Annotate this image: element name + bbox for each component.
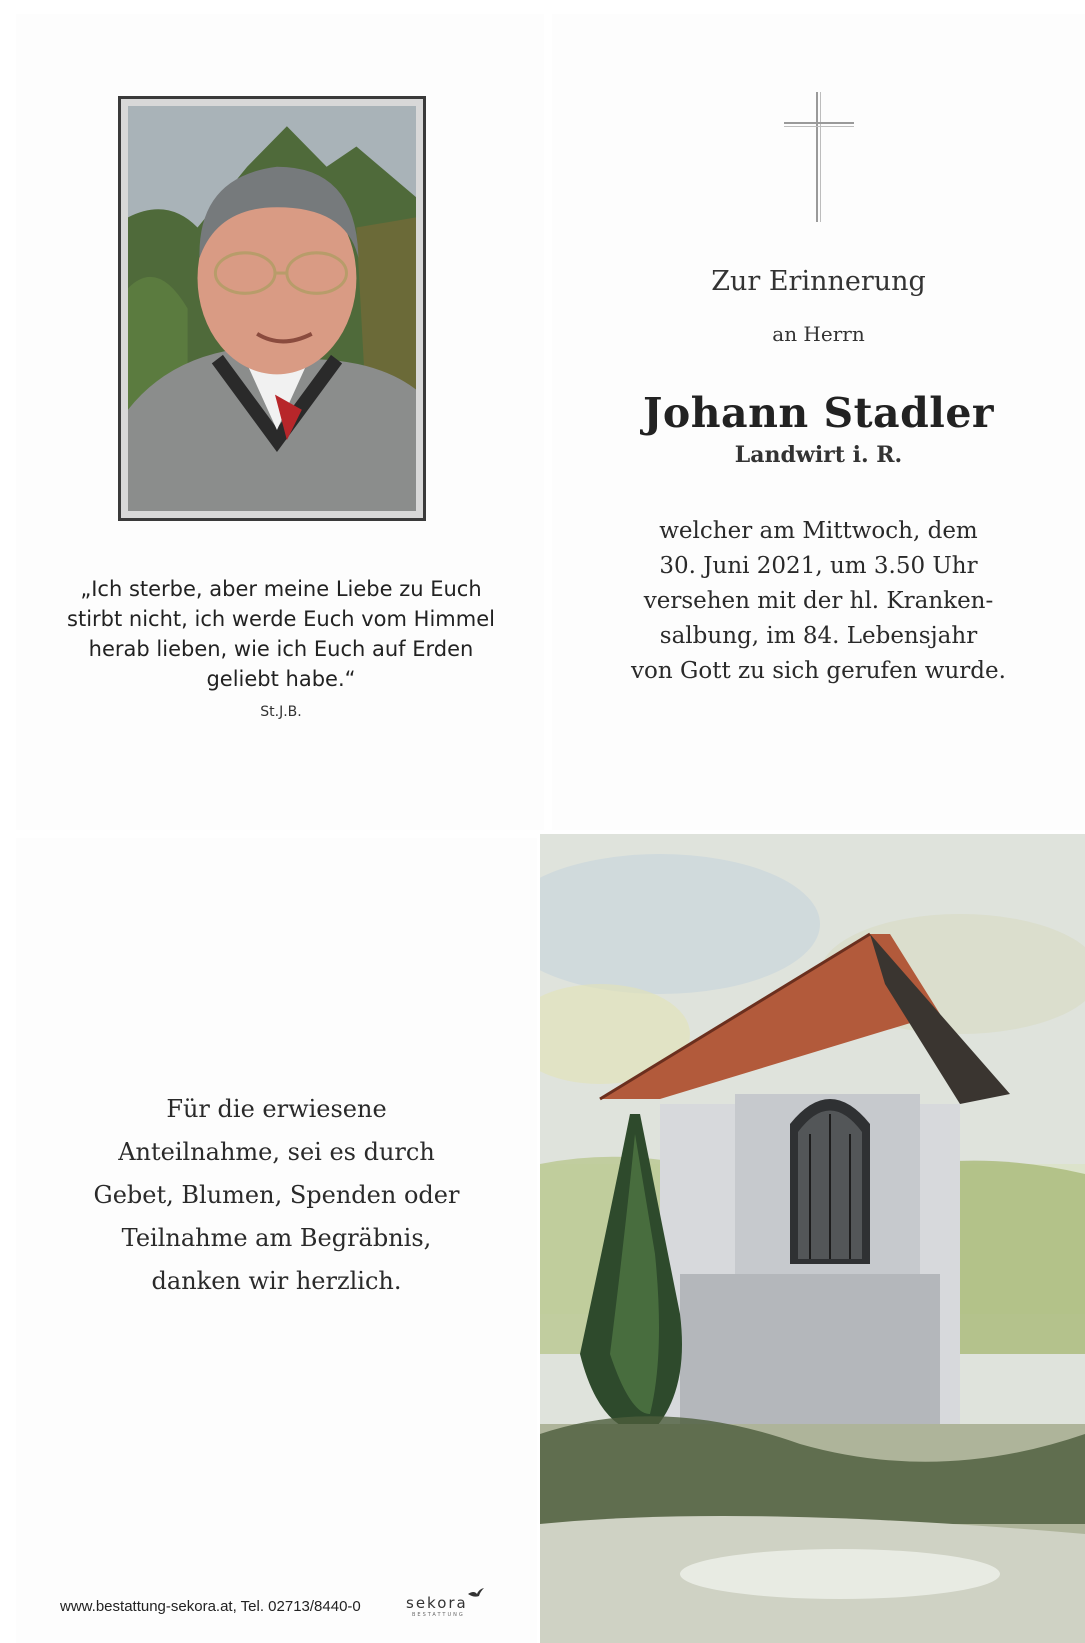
card-back-right xyxy=(540,834,1085,1643)
quote-line: „Ich sterbe, aber meine Liebe zu Euch xyxy=(80,577,482,601)
thanks-line: Für die erwiesene xyxy=(166,1095,387,1123)
thanks-line: Teilnahme am Begräbnis, xyxy=(121,1224,432,1252)
card-front-right xyxy=(552,14,1085,830)
brand-logo: sekora xyxy=(406,1594,468,1612)
notice-line: salbung, im 84. Lebensjahr xyxy=(659,623,978,649)
death-notice-text xyxy=(552,514,1085,689)
thanks-line: danken wir herzlich. xyxy=(151,1267,402,1295)
chapel-painting xyxy=(540,834,1085,1643)
deceased-name: Johann Stadler xyxy=(642,389,995,437)
quote-line: herab lieben, wie ich Euch auf Erden xyxy=(88,637,474,661)
deceased-title: Landwirt i. R. xyxy=(734,442,903,468)
portrait-photo xyxy=(118,96,426,521)
salutation: an Herrn xyxy=(772,322,865,346)
bird-icon xyxy=(468,1588,484,1600)
notice-line: welcher am Mittwoch, dem xyxy=(659,518,978,544)
card-back-left xyxy=(16,838,537,1643)
quote-line: geliebt habe.“ xyxy=(206,667,356,691)
quote-line: stirbt nicht, ich werde Euch vom Himmel xyxy=(67,607,495,631)
quote-text xyxy=(46,574,516,694)
notice-line: von Gott zu sich gerufen wurde. xyxy=(631,658,1006,684)
intro-text: Zur Erinnerung xyxy=(711,266,926,297)
quote-source: St.J.B. xyxy=(260,704,302,720)
card-front-left xyxy=(16,14,544,830)
thanks-line: Anteilnahme, sei es durch xyxy=(118,1138,435,1166)
footer-contact: www.bestattung-sekora.at, Tel. 02713/8440-0 xyxy=(60,1598,361,1615)
notice-line: versehen mit der hl. Kranken- xyxy=(643,588,994,614)
thanks-line: Gebet, Blumen, Spenden oder xyxy=(93,1181,460,1209)
thanks-text xyxy=(16,1088,537,1303)
notice-line: 30. Juni 2021, um 3.50 Uhr xyxy=(659,553,978,579)
cross-icon xyxy=(784,92,854,222)
brand-subtitle: BESTATTUNG xyxy=(412,1612,465,1618)
